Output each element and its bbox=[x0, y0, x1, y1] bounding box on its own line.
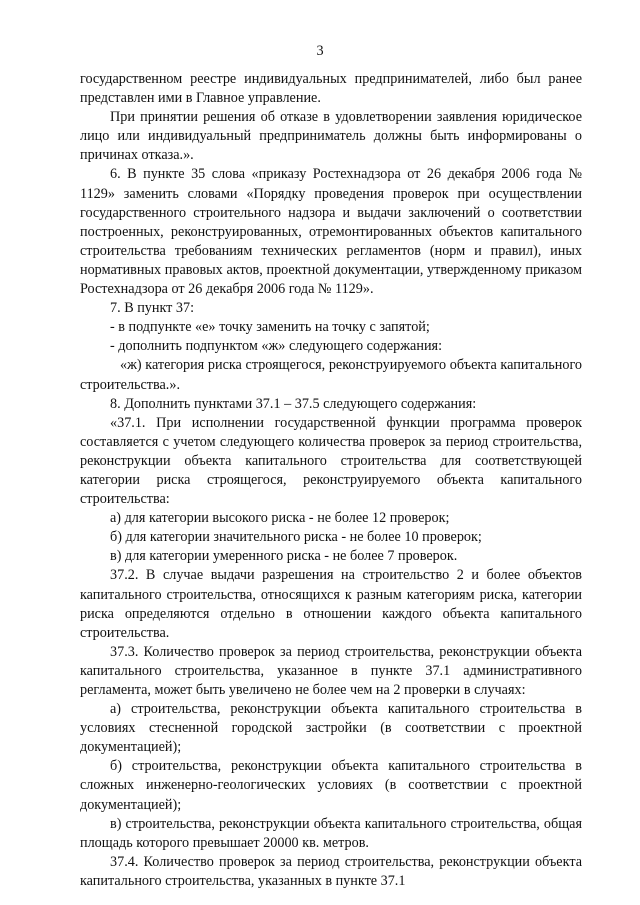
paragraph-2: При принятии решения об отказе в удовлетворении заявления юридическое лицо или индивидуальный предприниматель должны быть информированы о причинах отказа.». bbox=[80, 109, 582, 164]
paragraph-4: 7. В пункт 37: bbox=[110, 300, 195, 317]
paragraph-17: в) строительства, реконструкции объекта капитального строительства, общая площадь которого превышает 20000 кв. метров. bbox=[80, 815, 582, 851]
paragraph-1: государственном реестре индивидуальных предпринимателей, либо был ранее представлен ими в Главное управление. bbox=[80, 71, 582, 107]
paragraph-18: 37.4. Количество проверок за период строительства, реконструкции объекта капитального строительства, указанных в пункте 37.1 bbox=[80, 853, 582, 889]
paragraph-13: 37.2. В случае выдачи разрешения на строительство 2 и более объектов капитального строительства, относящихся к разным категориям риска, категории риска определяются отдельно в отношении каждого объекта капитального строительства. bbox=[80, 567, 582, 641]
paragraph-7: «ж) категория риска строящегося, реконструируемого объекта капитального строительства.». bbox=[80, 357, 582, 393]
paragraph-6: - дополнить подпунктом «ж» следующего содержания: bbox=[110, 338, 443, 355]
paragraph-9: «37.1. При исполнении государственной функции программа проверок составляется с учетом следующего количества проверок за период строительства, реконструкции объекта капитального строительства для соответствующей категории риска строящегося, реконструируемого объекта капитального строительства: bbox=[80, 414, 582, 508]
paragraph-5: - в подпункте «е» точку заменить на точку с запятой; bbox=[110, 319, 430, 336]
paragraph-10: а) для категории высокого риска - не более 12 проверок; bbox=[110, 510, 450, 527]
paragraph-12: в) для категории умеренного риска - не более 7 проверок. bbox=[110, 548, 458, 565]
document-body bbox=[80, 70, 582, 891]
paragraph-11: б) для категории значительного риска - не более 10 проверок; bbox=[110, 529, 482, 546]
paragraph-8: 8. Дополнить пунктами 37.1 – 37.5 следующего содержания: bbox=[110, 395, 477, 412]
paragraph-14: 37.3. Количество проверок за период строительства, реконструкции объекта капитального строительства, указанное в пункте 37.1 административного регламента, может быть увеличено не более чем на 2 проверки в случаях: bbox=[80, 643, 582, 698]
page-number: 3 bbox=[316, 43, 324, 59]
paragraph-16: б) строительства, реконструкции объекта капитального строительства в сложных инженерно-геологических условиях (в соответствии с проектной документацией); bbox=[80, 758, 582, 813]
paragraph-15: а) строительства, реконструкции объекта капитального строительства в условиях стесненной городской застройки (в соответствии с проектной документацией); bbox=[80, 701, 582, 756]
paragraph-3: 6. В пункте 35 слова «приказу Ростехнадзора от 26 декабря 2006 года № 1129» заменить словами «Порядку проведения проверок при осуществлении государственного строительного надзора и выдачи заключений о соответствии построенных, реконструированных, отремонтированных объектов капитального строительства требованиям технических регламентов (норм и правил), иных нормативных правовых актов, проектной документации, утвержденному приказом Ростехнадзора от 26 декабря 2006 года № 1129». bbox=[80, 166, 582, 298]
